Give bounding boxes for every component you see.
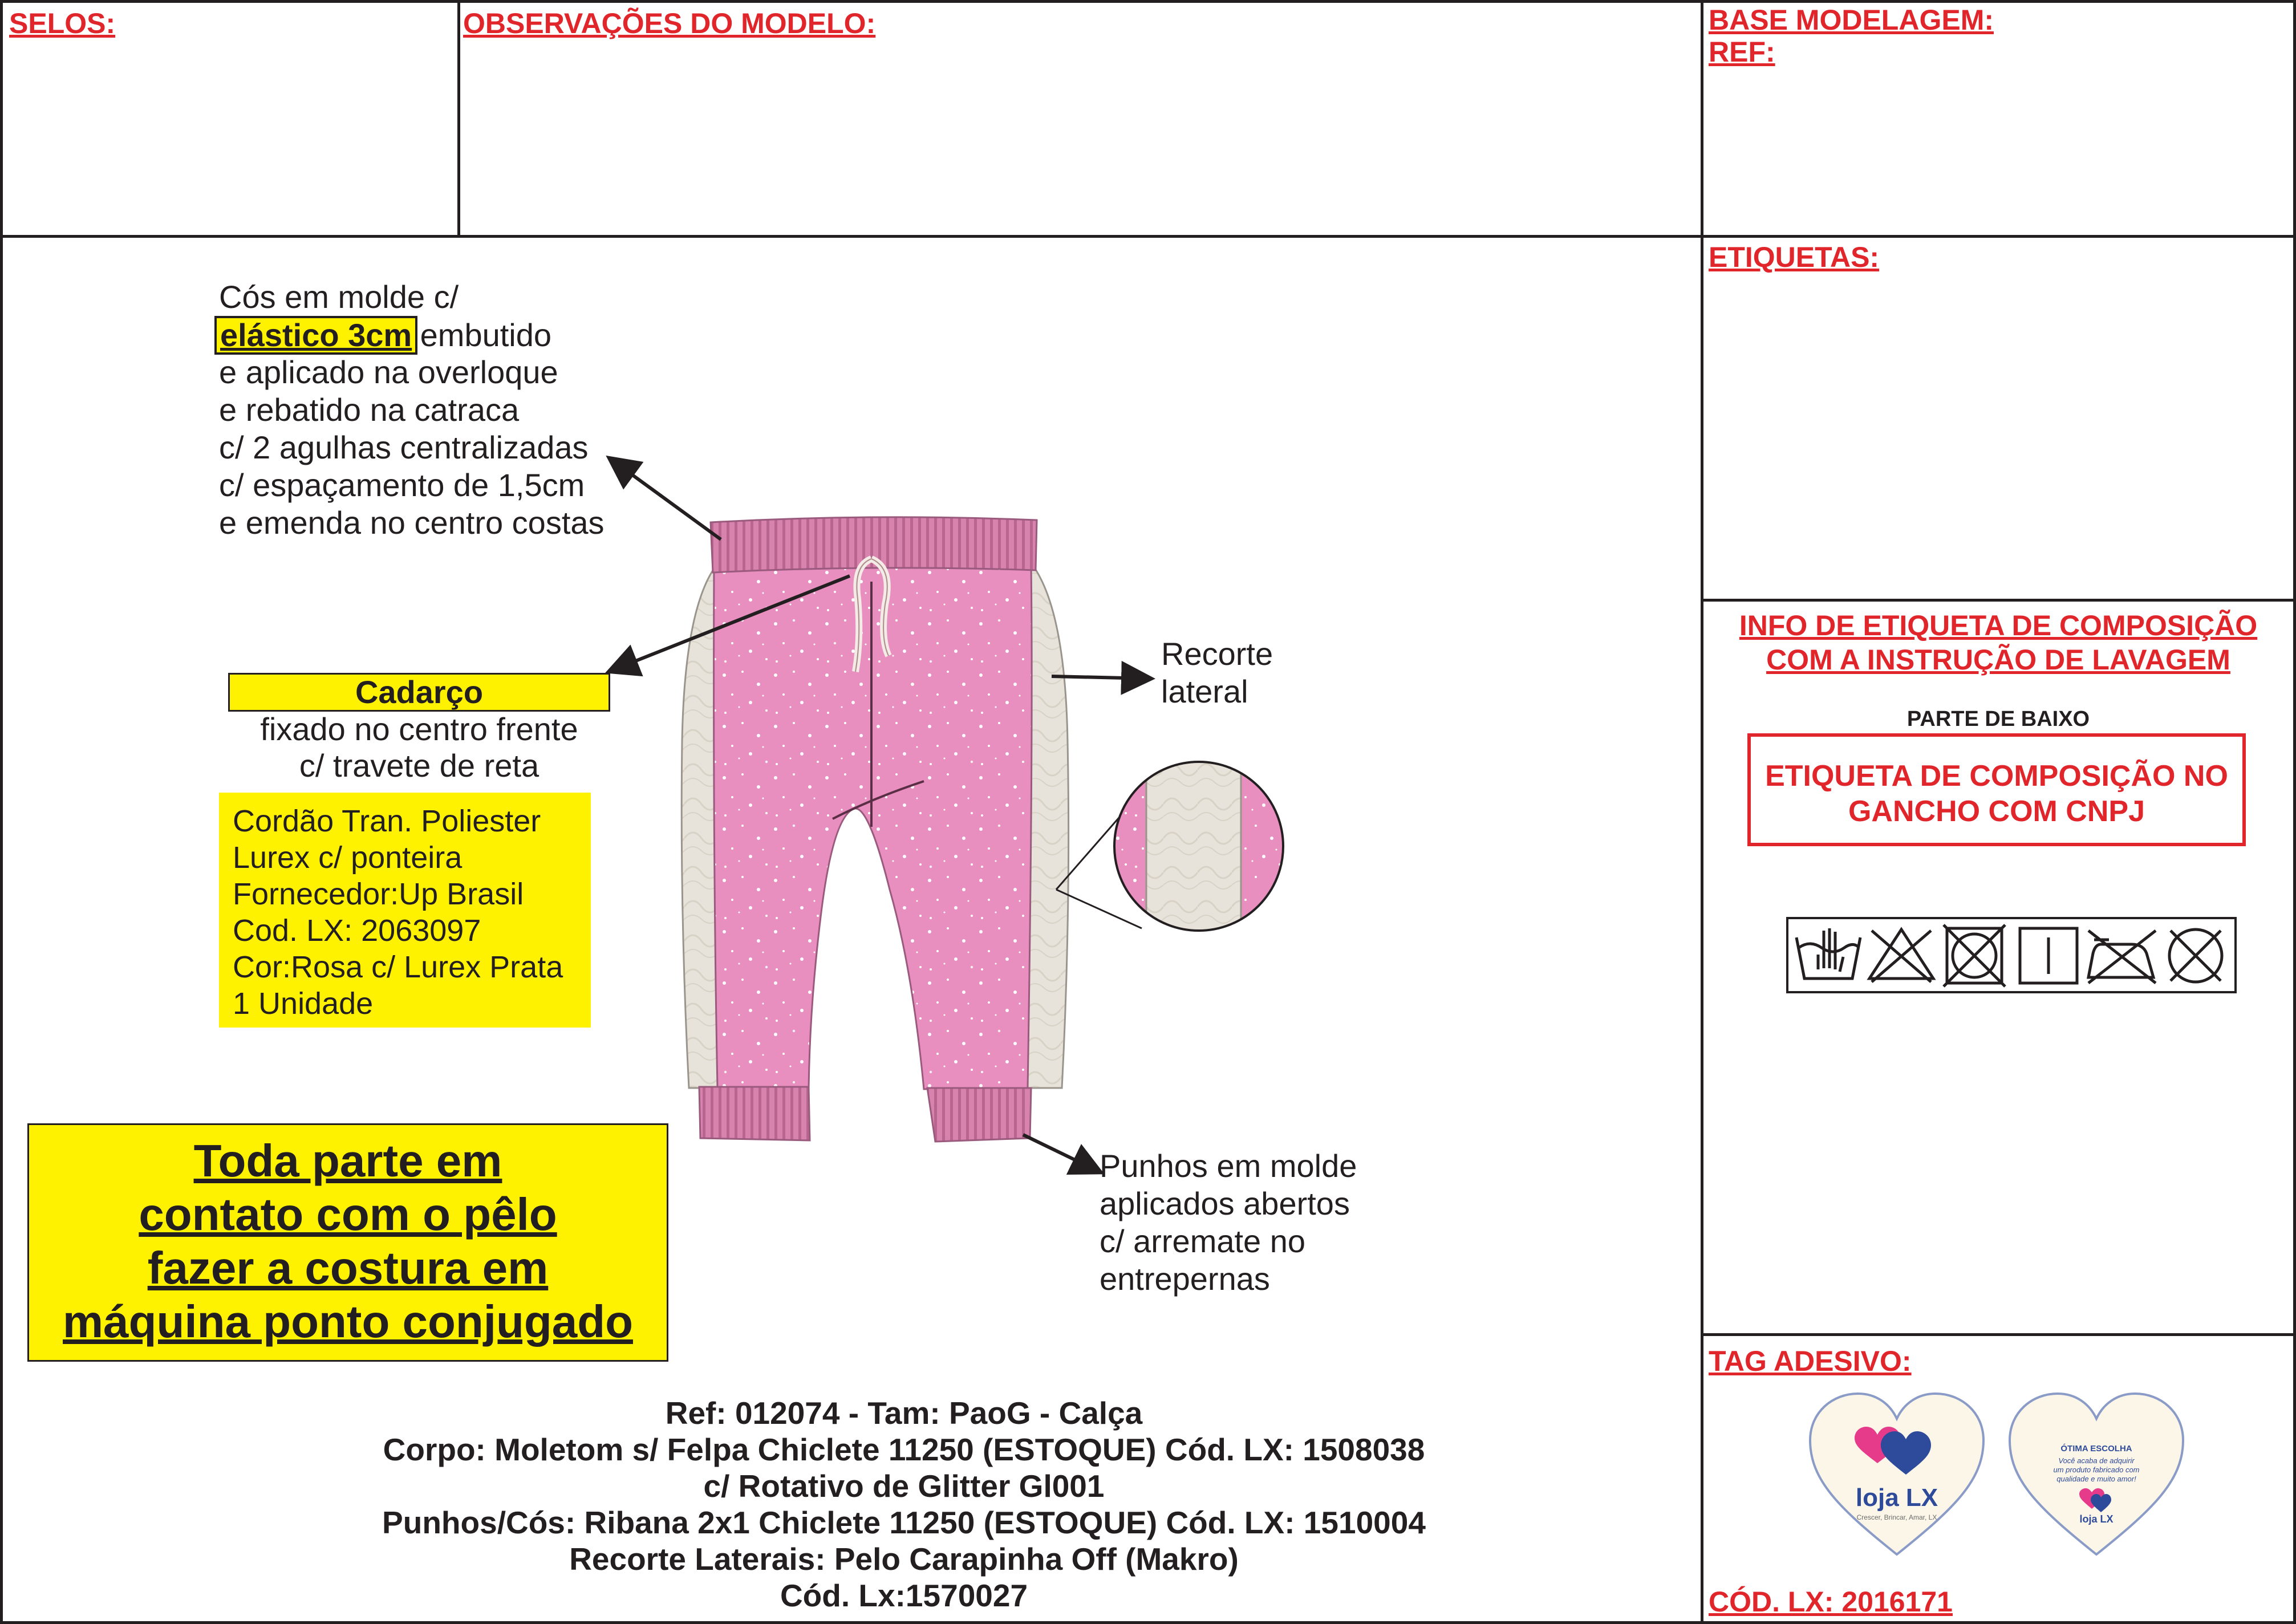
cordao-box [219, 793, 591, 1028]
heart-front-svg [1806, 1389, 1988, 1560]
cos-line1: Cós em molde c/ [219, 279, 459, 315]
cordao-line4: Cod. LX: 2063097 [233, 914, 481, 948]
tag-back-heart [2005, 1389, 2188, 1560]
info-title-line1: INFO DE ETIQUETA DE COMPOSIÇÃO [1739, 610, 2258, 642]
cadarco-title-box [228, 673, 610, 712]
cadarco-title: Cadarço [355, 674, 484, 710]
tag-divider [1701, 1333, 2296, 1336]
pants-body [714, 565, 1032, 1089]
punhos-line3: c/ arremate no [1100, 1223, 1306, 1259]
no-dry-clean-icon [2169, 929, 2222, 982]
cordao-line3: Fornecedor:Up Brasil [233, 877, 524, 911]
spec-line2: Corpo: Moletom s/ Felpa Chiclete 11250 (ESTOQUE) Cód. LX: 1508038 [383, 1432, 1425, 1467]
left-cuff [699, 1087, 810, 1140]
right-panel-divider [1701, 0, 1703, 1624]
warning-line3: fazer a costura em [147, 1243, 549, 1293]
zoom-detail [1112, 758, 1289, 935]
right-side-panel [1027, 565, 1069, 1088]
spec-line1: Ref: 012074 - Tam: PaoG - Calça [665, 1395, 1143, 1431]
observacoes-label: OBSERVAÇÕES DO MODELO: [463, 7, 876, 39]
care-symbols-strip [1786, 917, 2237, 993]
cordao-line6: 1 Unidade [233, 986, 374, 1021]
cordao-line1: Cordão Tran. Poliester [233, 804, 541, 838]
spec-line6: Cód. Lx:1570027 [780, 1578, 1028, 1613]
punhos-line1: Punhos em molde [1100, 1148, 1357, 1184]
line-dry-icon [2020, 928, 2077, 983]
cos-line3: e aplicado na overloque [219, 354, 558, 390]
hand-wash-icon [1796, 928, 1860, 979]
warning-box [27, 1123, 668, 1362]
arrow-cuff [1023, 1135, 1098, 1171]
no-bleach-icon [1869, 929, 1933, 982]
spec-block [0, 1395, 1808, 1614]
cos-highlight: elástico 3cm [214, 316, 417, 355]
cos-line2 [214, 316, 551, 354]
cos-line6: c/ espaçamento de 1,5cm [219, 467, 585, 503]
cordao-line2: Lurex c/ ponteira [233, 841, 463, 875]
no-iron-icon [2088, 931, 2156, 983]
cadarco-line1: fixado no centro frente [260, 711, 578, 747]
tag-back-line1: Você acaba de adquirir [2058, 1456, 2135, 1465]
tag-back-title: ÓTIMA ESCOLHA [2060, 1444, 2132, 1454]
cos-line4: e rebatido na catraca [219, 392, 520, 428]
parte-de-baixo-label: PARTE DE BAIXO [1906, 707, 2090, 731]
cos-line5: c/ 2 agulhas centralizadas [219, 429, 589, 465]
recorte-line2: lateral [1161, 673, 1248, 709]
tag-back-line3: qualidade e muito amor! [2056, 1475, 2136, 1483]
tag-front-logo: loja LX [1855, 1484, 1938, 1512]
etiquetas-divider [1701, 599, 2296, 602]
etiquetas-label: ETIQUETAS: [1709, 241, 1880, 273]
cordao-line5: Cor:Rosa c/ Lurex Prata [233, 950, 563, 984]
warning-line2: contato com o pêlo [139, 1189, 557, 1240]
warning-line4: máquina ponto conjugado [63, 1296, 633, 1347]
spec-line3: c/ Rotativo de Glitter Gl001 [703, 1468, 1105, 1504]
waistband [711, 517, 1037, 573]
cadarco-line2: c/ travete de reta [299, 748, 539, 783]
spec-line4: Punhos/Cós: Ribana 2x1 Chiclete 11250 (ESTOQUE) Cód. LX: 1510004 [382, 1505, 1426, 1540]
warning-line1: Toda parte em [193, 1135, 502, 1186]
base-modelagem-label: BASE MODELAGEM: [1709, 4, 1994, 36]
care-symbols-svg [1788, 919, 2234, 991]
tag-back-line2: um produto fabricado com [2053, 1465, 2140, 1474]
arrow-side-cut [1052, 676, 1149, 679]
no-tumble-dry-icon [1944, 925, 2005, 986]
cod-lx-label: CÓD. LX: 2016171 [1709, 1586, 1953, 1618]
right-cuff [927, 1088, 1031, 1142]
arrow-waistband [611, 460, 721, 539]
spec-line5: Recorte Laterais: Pelo Carapinha Off (Makro) [569, 1541, 1239, 1577]
etiqueta-composicao-box [1747, 733, 2246, 846]
selos-label: SELOS: [9, 7, 116, 39]
recorte-line1: Recorte [1161, 636, 1273, 672]
etiqueta-box-line2: GANCHO COM CNPJ [1848, 795, 2145, 828]
tag-front-tagline: Crescer, Brincar, Amar, LX [1856, 1513, 1937, 1521]
punhos-line4: entrepernas [1100, 1261, 1270, 1297]
punhos-line2: aplicados abertos [1100, 1185, 1350, 1221]
tag-back-logo: loja LX [2079, 1513, 2114, 1525]
info-title-line2: COM A INSTRUÇÃO DE LAVAGEM [1766, 644, 2230, 676]
etiqueta-box-line1: ETIQUETA DE COMPOSIÇÃO NO [1765, 760, 2228, 793]
cos-line2-rest: embutido [420, 317, 552, 353]
cos-line7: e emenda no centro costas [219, 505, 605, 541]
tag-adesivo-label: TAG ADESIVO: [1709, 1345, 1912, 1377]
tag-front-heart [1806, 1389, 1988, 1560]
ref-label: REF: [1709, 36, 1775, 68]
